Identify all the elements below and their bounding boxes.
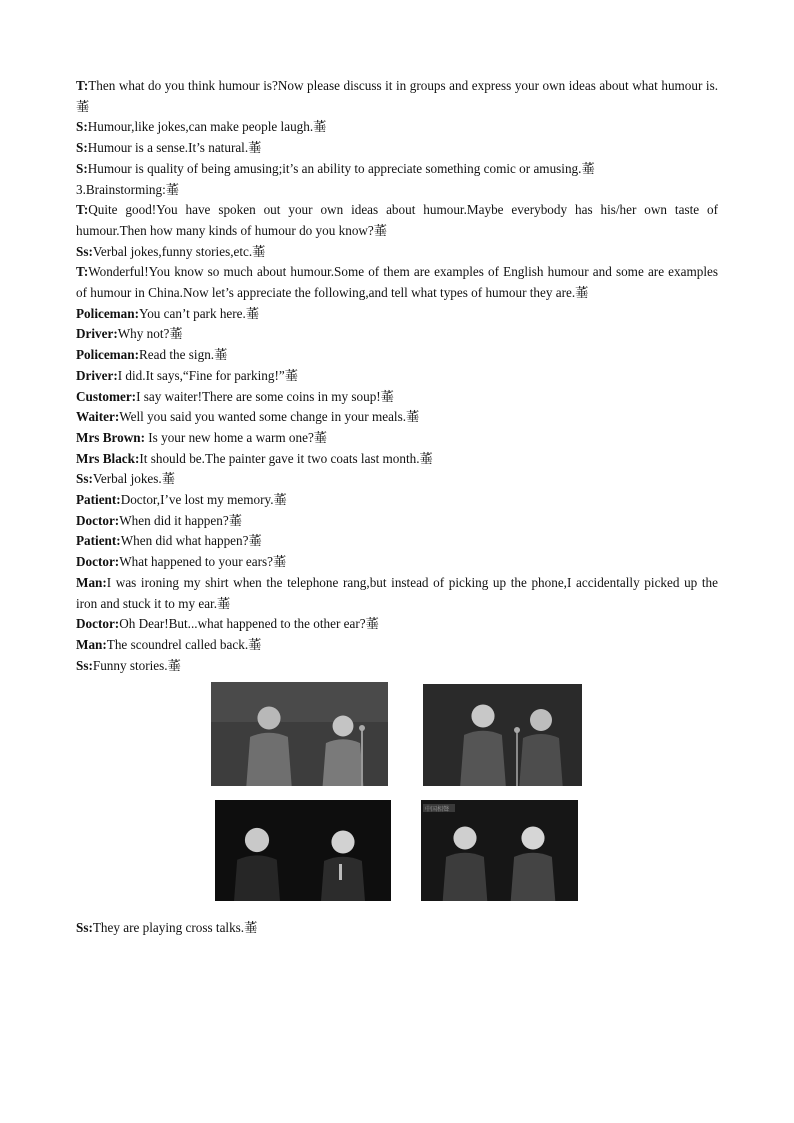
line-text: What happened to your ears?菙 (119, 554, 287, 570)
dialogue-line (76, 366, 718, 387)
crosstalk-photo-4 (421, 800, 578, 901)
line-text: Wonderful!You know so much about humour.Some of them are examples of English humour and some are examples of humour in China.Now let’s appreciate the following,and tell what types of humour they are.菙 (76, 264, 718, 301)
speaker-label: Ss: (76, 243, 93, 259)
line-text: I did.It says,“Fine for parking!”菙 (117, 367, 298, 383)
line-text: When did what happen?菙 (120, 533, 262, 549)
speaker-label: Doctor: (76, 616, 120, 632)
speaker-label: Man: (76, 636, 107, 652)
crosstalk-photo-3 (215, 800, 391, 901)
dialogue-line (76, 552, 718, 573)
line-text: Verbal jokes,funny stories,etc.菙 (92, 243, 266, 259)
speaker-label: Doctor: (76, 554, 120, 570)
speaker-label: Driver: (76, 326, 118, 342)
line-text: I was ironing my shirt when the telephone rang,but instead of picking up the phone,I accidentally picked up the iron and stuck it to my ear.菙 (76, 574, 718, 611)
dialogue-line (76, 138, 718, 159)
dialogue-line (76, 345, 718, 366)
dialogue-line (76, 387, 718, 408)
speaker-label: S: (76, 160, 88, 176)
crosstalk-photos (76, 682, 718, 914)
crosstalk-photo-2 (423, 684, 582, 786)
line-text: Why not?菙 (117, 326, 183, 342)
dialogue-line (76, 635, 718, 656)
speaker-label: Waiter: (76, 409, 120, 425)
speaker-label: Patient: (76, 492, 121, 508)
speaker-label: T: (76, 78, 89, 93)
speaker-label: Policeman: (76, 347, 139, 363)
speaker-label: T: (76, 264, 89, 280)
dialogue-line (76, 449, 718, 470)
line-text: It should be.The painter gave it two coats last month.菙 (139, 450, 433, 466)
dialogue-line (76, 490, 718, 511)
dialogue-line (76, 304, 718, 325)
speaker-label: S: (76, 119, 88, 135)
line-text: 3.Brainstorming:菙 (76, 181, 179, 197)
speaker-label: S: (76, 140, 88, 156)
dialogue-line (76, 428, 718, 449)
dialogue-section-bottom (76, 918, 718, 939)
line-text: They are playing cross talks.菙 (92, 920, 258, 936)
speaker-label: Driver: (76, 367, 118, 383)
dialogue-line (76, 324, 718, 345)
speaker-label: Policeman: (76, 305, 139, 321)
crosstalk-photo-1 (211, 682, 388, 786)
line-text: Humour,like jokes,can make people laugh.菙 (87, 119, 327, 135)
dialogue-line (76, 469, 718, 490)
speaker-label: T: (76, 202, 89, 218)
line-text: Well you said you wanted some change in your meals.菙 (119, 409, 420, 425)
line-text: Doctor,I’ve lost my memory.菙 (120, 492, 287, 508)
speaker-label: Patient: (76, 533, 121, 549)
speaker-label: Man: (76, 574, 107, 590)
dialogue-line (76, 159, 718, 180)
dialogue-line (76, 76, 718, 117)
line-text: Oh Dear!But...what happened to the other ear?菙 (119, 616, 379, 632)
line-text: When did it happen?菙 (119, 512, 242, 528)
speaker-label: Ss: (76, 471, 93, 487)
document-page (76, 76, 718, 939)
line-text: Humour is quality of being amusing;it’s an ability to appreciate something comic or amusing.菙 (87, 160, 595, 176)
dialogue-line (76, 918, 718, 939)
speaker-label: Doctor: (76, 512, 120, 528)
line-text: Read the sign.菙 (139, 347, 228, 363)
line-text: Is your new home a warm one?菙 (144, 429, 327, 445)
dialogue-line (76, 242, 718, 263)
line-text: The scoundrel called back.菙 (106, 636, 262, 652)
dialogue-line (76, 200, 718, 241)
line-text: Verbal jokes.菙 (92, 471, 175, 487)
line-text: Funny stories.菙 (92, 657, 181, 673)
line-text: Then what do you think humour is?Now please discuss it in groups and express your own ideas about what humour is.菙 (76, 78, 718, 114)
dialogue-line (76, 511, 718, 532)
dialogue-line (76, 262, 718, 303)
line-text: You can’t park here.菙 (139, 305, 260, 321)
speaker-label: Customer: (76, 388, 137, 404)
svg-text:中国相聲: 中国相聲 (425, 806, 450, 814)
dialogue-line (76, 117, 718, 138)
dialogue-line (76, 573, 718, 614)
dialogue-line (76, 407, 718, 428)
speaker-label: Mrs Brown: (76, 429, 145, 445)
line-text: Humour is a sense.It’s natural.菙 (87, 140, 262, 156)
line-text: I say waiter!There are some coins in my soup!菙 (136, 388, 394, 404)
speaker-label: Ss: (76, 657, 93, 673)
speaker-label: Mrs Black: (76, 450, 140, 466)
line-text: Quite good!You have spoken out your own ideas about humour.Maybe everybody has his/her own taste of humour.Then how many kinds of humour do you know?菙 (76, 202, 718, 238)
dialogue-line (76, 180, 718, 201)
dialogue-section-top (76, 76, 718, 676)
dialogue-line (76, 614, 718, 635)
speaker-label: Ss: (76, 920, 93, 936)
dialogue-line (76, 531, 718, 552)
dialogue-line (76, 656, 718, 677)
